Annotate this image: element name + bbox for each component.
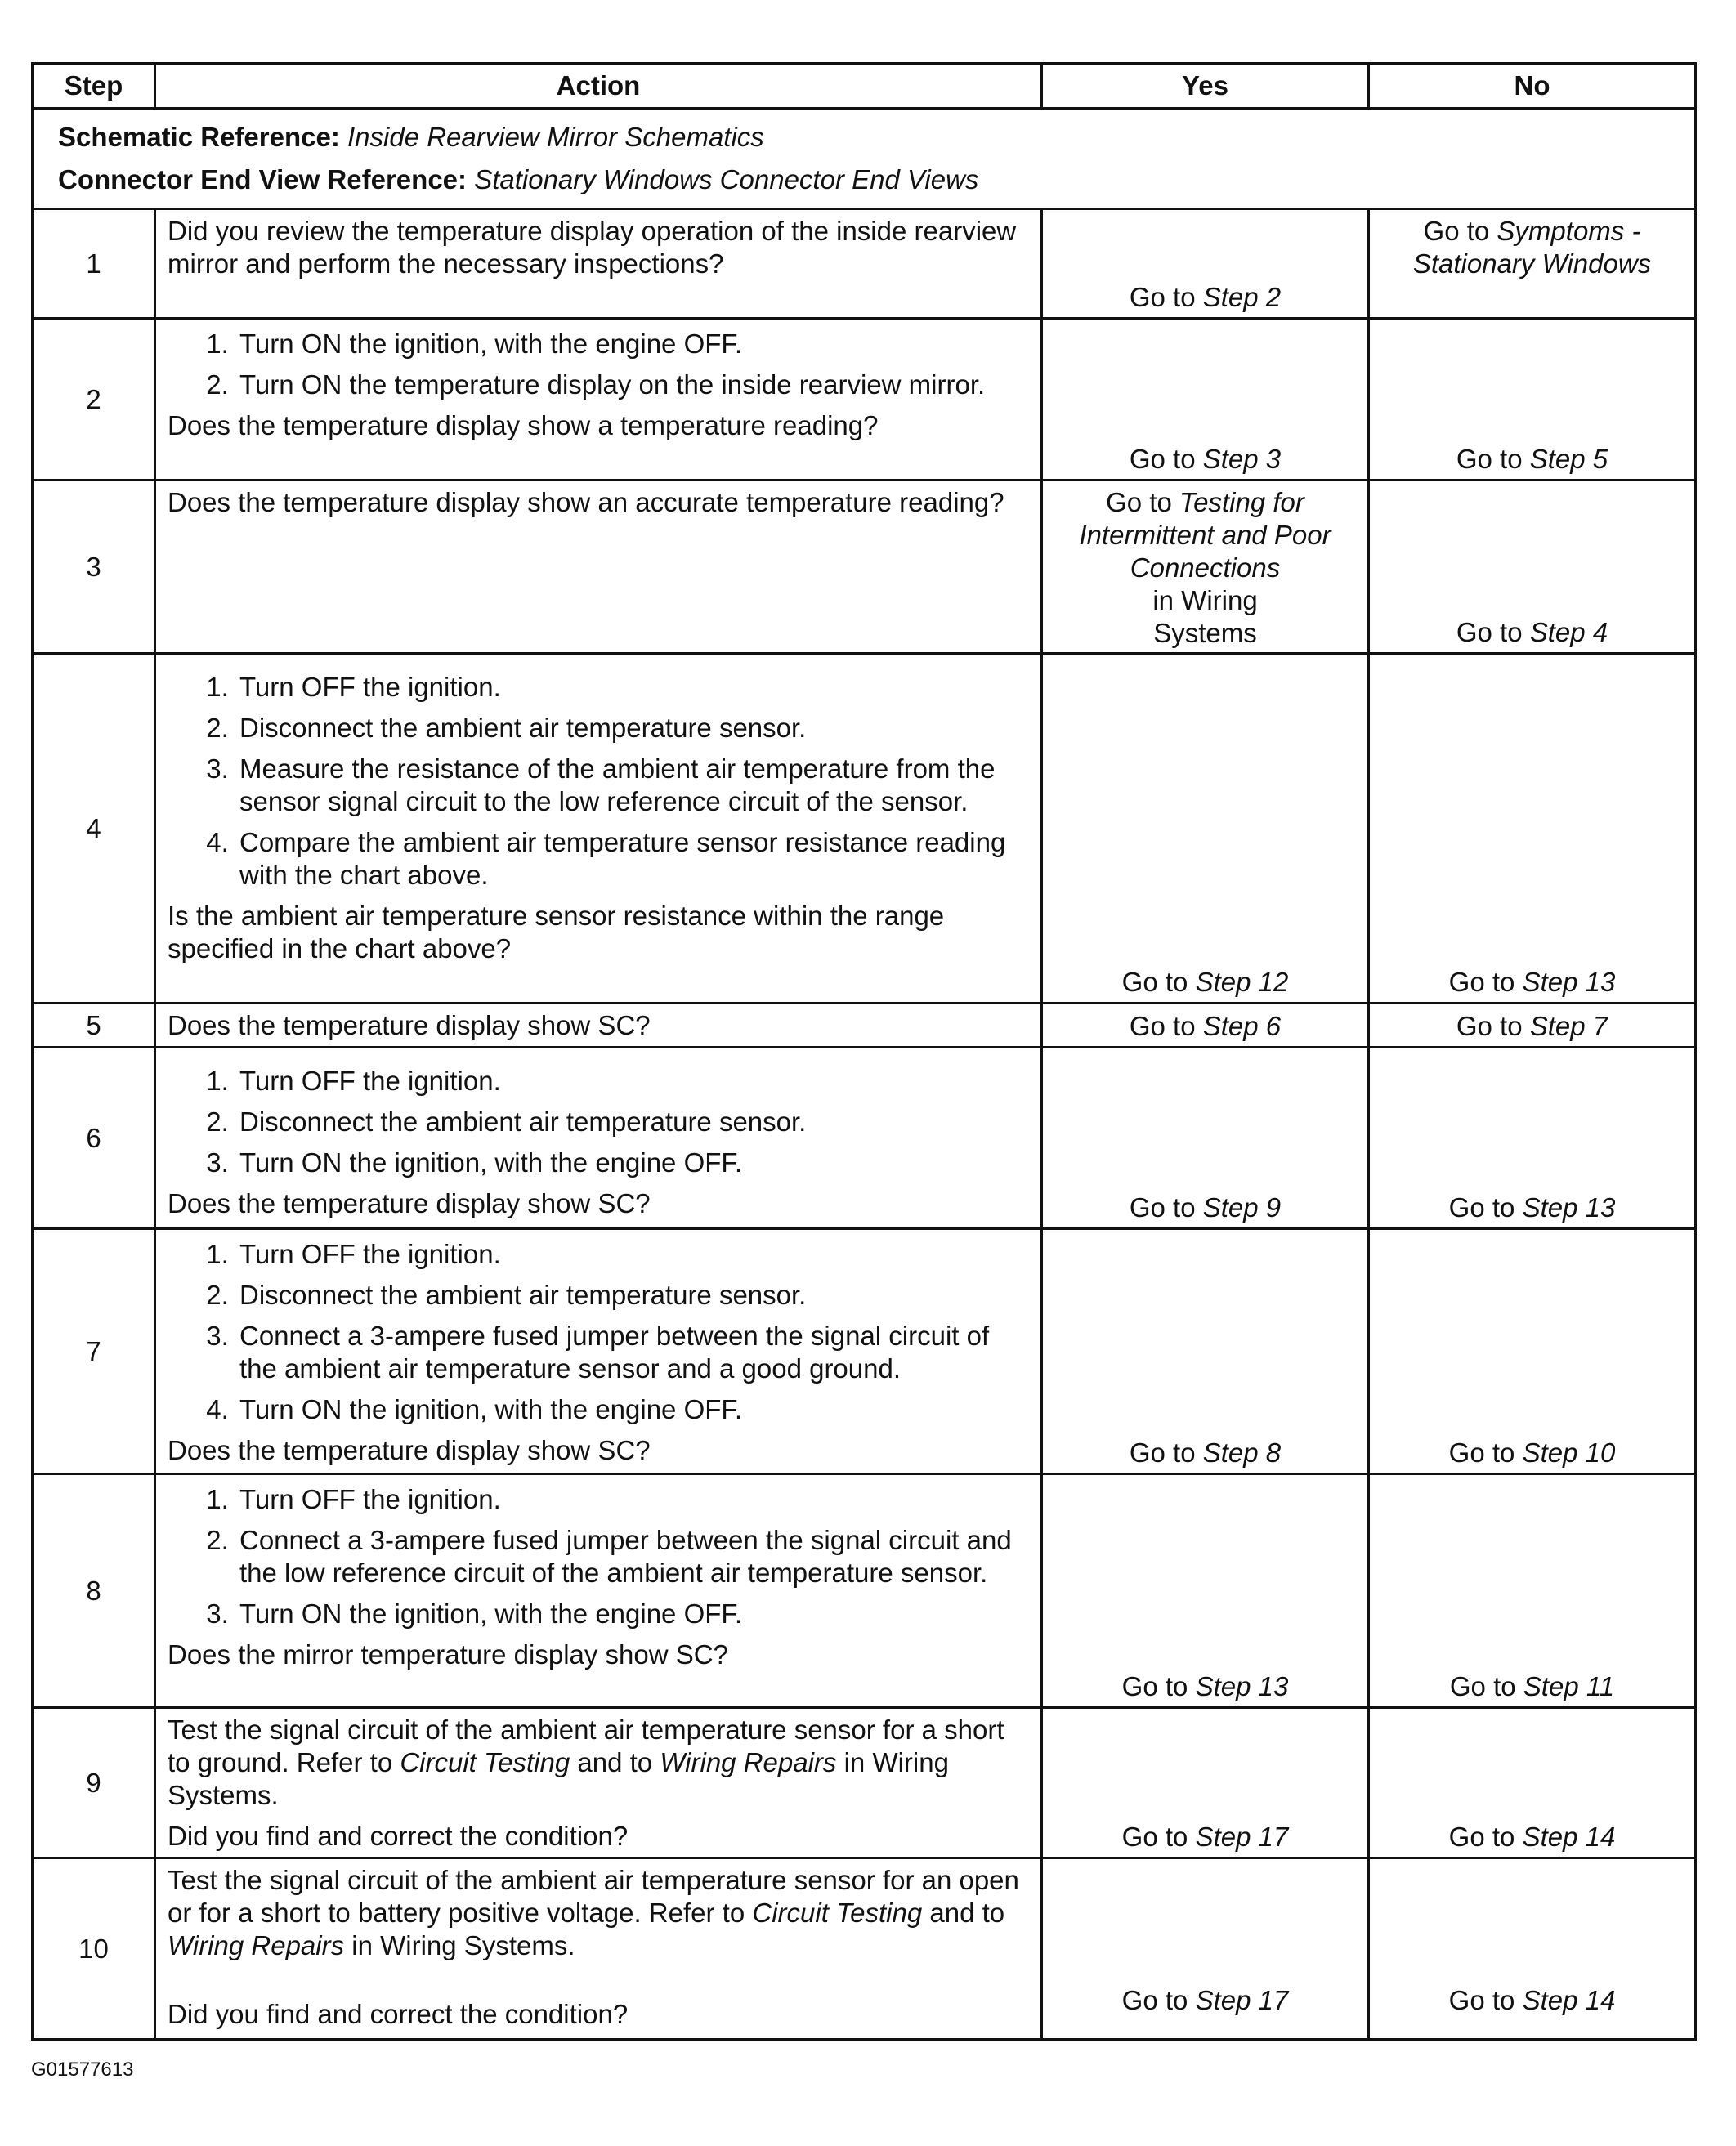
step-row-3 — [33, 481, 1696, 654]
no-link[interactable]: Symptoms - — [1497, 216, 1641, 246]
no-prefix: Go to — [1448, 1985, 1523, 2015]
step-yes-result — [1042, 481, 1369, 654]
instruction-text: Test the signal circuit of the ambient air temperature sensor for a short to ground. Refer to — [168, 1715, 1004, 1777]
step-number: 6 — [33, 1048, 155, 1229]
yes-link-cont[interactable]: Intermittent and Poor — [1079, 520, 1331, 550]
spacer — [168, 1962, 1029, 1998]
no-link[interactable]: Step 13 — [1522, 1192, 1616, 1223]
yes-link[interactable]: Step 12 — [1195, 967, 1289, 997]
step-row-2 — [33, 319, 1696, 481]
no-link[interactable]: Step 11 — [1523, 1671, 1615, 1701]
substep: 4. Turn ON the ignition, with the engine OFF. — [236, 1393, 1029, 1426]
step-row-6 — [33, 1048, 1696, 1229]
substep: 1. Turn OFF the ignition. — [236, 1483, 1029, 1516]
wiring-repairs-link[interactable]: Wiring Repairs — [660, 1747, 837, 1777]
step-yes-result — [1042, 1004, 1369, 1048]
no-prefix: Go to — [1448, 1192, 1523, 1223]
no-prefix: Go to — [1449, 1671, 1523, 1701]
substep: 2. Turn ON the temperature display on the inside rearview mirror. — [236, 369, 1029, 401]
no-prefix: Go to — [1456, 617, 1530, 647]
yes-link[interactable]: Step 8 — [1202, 1437, 1282, 1468]
circuit-testing-link[interactable]: Circuit Testing — [400, 1747, 570, 1777]
step-yes-result — [1042, 1858, 1369, 2040]
instruction-text: in Wiring Systems. — [344, 1930, 575, 1960]
yes-link[interactable]: Step 17 — [1195, 1822, 1289, 1852]
schematic-reference-link[interactable]: Inside Rearview Mirror Schematics — [347, 122, 764, 152]
step-question: Is the ambient air temperature sensor resistance within the range specified in the chart above? — [168, 901, 945, 963]
substep: 3. Connect a 3-ampere fused jumper between the signal circuit of the ambient air temperature sensor and a good ground. — [236, 1320, 1029, 1385]
no-link[interactable]: Step 7 — [1529, 1011, 1608, 1041]
connector-reference-link[interactable]: Stationary Windows Connector End Views — [474, 164, 979, 194]
yes-prefix: Go to — [1106, 487, 1179, 517]
yes-link-cont[interactable]: Connections — [1130, 552, 1281, 583]
step-question: Does the mirror temperature display show SC? — [168, 1639, 728, 1670]
yes-link[interactable]: Step 2 — [1202, 282, 1282, 312]
figure-code: G01577613 — [31, 2059, 134, 2081]
step-yes-result — [1042, 1474, 1369, 1708]
step-number: 5 — [33, 1004, 155, 1048]
substep: 1. Turn OFF the ignition. — [236, 1065, 1029, 1098]
substep: 1. Turn OFF the ignition. — [236, 1238, 1029, 1271]
step-number: 9 — [33, 1708, 155, 1858]
substep-list — [168, 1065, 1029, 1179]
step-row-9 — [33, 1708, 1696, 1858]
yes-link[interactable]: Step 17 — [1195, 1985, 1289, 2015]
yes-prefix: Go to — [1129, 1437, 1203, 1468]
step-number: 4 — [33, 654, 155, 1004]
yes-link[interactable]: Step 13 — [1195, 1671, 1289, 1701]
schematic-reference — [58, 116, 1670, 159]
step-action — [155, 319, 1042, 481]
step-question: Does the temperature display show a temperature reading? — [168, 410, 879, 440]
substep: 1. Turn ON the ignition, with the engine OFF. — [236, 328, 1029, 360]
yes-prefix: Go to — [1129, 444, 1203, 474]
no-prefix: Go to — [1448, 1822, 1523, 1852]
step-yes-result — [1042, 654, 1369, 1004]
wiring-repairs-link[interactable]: Wiring Repairs — [168, 1930, 345, 1960]
reference-row — [33, 109, 1696, 209]
table-header-row — [33, 64, 1696, 109]
step-row-10 — [33, 1858, 1696, 2040]
step-no-result — [1369, 1474, 1696, 1708]
step-action — [155, 1708, 1042, 1858]
step-question: Does the temperature display show an accurate temperature reading? — [168, 487, 1004, 517]
yes-prefix: Go to — [1129, 1192, 1203, 1223]
substep: 3. Measure the resistance of the ambient air temperature from the sensor signal circuit to the low reference circuit of the sensor. — [236, 753, 1029, 818]
no-prefix: Go to — [1423, 216, 1497, 246]
step-question: Does the temperature display show SC? — [168, 1188, 651, 1218]
substep-list — [168, 328, 1029, 401]
step-row-8 — [33, 1474, 1696, 1708]
step-question: Did you find and correct the condition? — [168, 1999, 629, 2029]
substep: 2. Connect a 3-ampere fused jumper between the signal circuit and the low reference circuit of the ambient air temperature sensor. — [236, 1524, 1029, 1589]
connector-reference — [58, 159, 1670, 201]
no-link-cont[interactable]: Stationary Windows — [1412, 248, 1652, 279]
step-number: 3 — [33, 481, 155, 654]
step-action — [155, 1004, 1042, 1048]
step-no-result — [1369, 319, 1696, 481]
step-action — [155, 481, 1042, 654]
yes-link[interactable]: Step 9 — [1202, 1192, 1282, 1223]
yes-link[interactable]: Step 6 — [1202, 1011, 1282, 1041]
step-question: Did you find and correct the condition? — [168, 1821, 629, 1851]
step-no-result — [1369, 481, 1696, 654]
no-link[interactable]: Step 14 — [1522, 1822, 1616, 1852]
step-number: 8 — [33, 1474, 155, 1708]
step-no-result — [1369, 1004, 1696, 1048]
no-prefix: Go to — [1448, 1437, 1523, 1468]
substep-list — [168, 1238, 1029, 1426]
yes-prefix: Go to — [1121, 1671, 1196, 1701]
no-link[interactable]: Step 13 — [1522, 967, 1616, 997]
instruction-text: and to — [922, 1898, 1005, 1928]
yes-prefix: Go to — [1121, 1822, 1196, 1852]
step-no-result — [1369, 209, 1696, 319]
yes-suffix: Systems — [1153, 618, 1257, 648]
substep-list — [168, 671, 1029, 892]
step-yes-result — [1042, 209, 1369, 319]
step-number: 1 — [33, 209, 155, 319]
schematic-reference-label: Schematic Reference: — [58, 122, 340, 152]
step-action — [155, 209, 1042, 319]
step-yes-result — [1042, 1708, 1369, 1858]
substep: 2. Disconnect the ambient air temperature sensor. — [236, 712, 1029, 744]
substep: 1. Turn OFF the ignition. — [236, 671, 1029, 704]
header-no: No — [1369, 64, 1696, 109]
substep: 4. Compare the ambient air temperature sensor resistance reading with the chart above. — [236, 826, 1029, 892]
instruction-text: and to — [570, 1747, 660, 1777]
yes-prefix: Go to — [1129, 1011, 1203, 1041]
step-no-result — [1369, 1858, 1696, 2040]
header-step: Step — [33, 64, 155, 109]
step-yes-result — [1042, 1229, 1369, 1474]
step-row-4 — [33, 654, 1696, 1004]
diagnostic-table — [31, 62, 1697, 2041]
step-instruction — [168, 1864, 1029, 1962]
yes-link[interactable]: Testing for — [1179, 487, 1304, 517]
step-instruction — [168, 1714, 1029, 1812]
no-prefix: Go to — [1448, 967, 1523, 997]
header-yes: Yes — [1042, 64, 1369, 109]
step-question: Did you review the temperature display operation of the inside rearview mirror and perform the necessary inspections? — [168, 216, 1017, 279]
step-no-result — [1369, 654, 1696, 1004]
yes-link[interactable]: Step 3 — [1202, 444, 1282, 474]
circuit-testing-link[interactable]: Circuit Testing — [752, 1898, 923, 1928]
step-question: Does the temperature display show SC? — [168, 1010, 651, 1040]
yes-prefix: Go to — [1121, 967, 1196, 997]
step-action — [155, 1229, 1042, 1474]
step-number: 2 — [33, 319, 155, 481]
step-no-result — [1369, 1229, 1696, 1474]
no-link[interactable]: Step 5 — [1529, 444, 1608, 474]
step-question: Does the temperature display show SC? — [168, 1435, 651, 1465]
yes-prefix: Go to — [1129, 282, 1203, 312]
step-no-result — [1369, 1708, 1696, 1858]
yes-suffix: in Wiring — [1152, 585, 1258, 615]
header-action: Action — [155, 64, 1042, 109]
instruction-text: in Wiring Systems. — [168, 1747, 949, 1810]
reference-cell — [33, 109, 1696, 209]
substep: 3. Turn ON the ignition, with the engine OFF. — [236, 1147, 1029, 1179]
substep: 2. Disconnect the ambient air temperature sensor. — [236, 1279, 1029, 1312]
connector-reference-label: Connector End View Reference: — [58, 164, 468, 194]
yes-prefix: Go to — [1121, 1985, 1196, 2015]
substep: 2. Disconnect the ambient air temperature sensor. — [236, 1106, 1029, 1138]
step-action — [155, 1858, 1042, 2040]
no-link[interactable]: Step 10 — [1522, 1437, 1616, 1468]
no-link[interactable]: Step 4 — [1529, 617, 1608, 647]
step-number: 10 — [33, 1858, 155, 2040]
step-yes-result — [1042, 1048, 1369, 1229]
no-link[interactable]: Step 14 — [1522, 1985, 1616, 2015]
step-action — [155, 1048, 1042, 1229]
substep-list — [168, 1483, 1029, 1630]
step-row-1 — [33, 209, 1696, 319]
substep: 3. Turn ON the ignition, with the engine OFF. — [236, 1598, 1029, 1630]
instruction-text: Test the signal circuit of the ambient air temperature sensor for an open or for a short to battery positive voltage. Refer to — [168, 1865, 1019, 1928]
no-prefix: Go to — [1456, 1011, 1530, 1041]
step-no-result — [1369, 1048, 1696, 1229]
step-row-5 — [33, 1004, 1696, 1048]
step-yes-result — [1042, 319, 1369, 481]
no-prefix: Go to — [1456, 444, 1530, 474]
step-row-7 — [33, 1229, 1696, 1474]
step-action — [155, 654, 1042, 1004]
step-action — [155, 1474, 1042, 1708]
step-number: 7 — [33, 1229, 155, 1474]
